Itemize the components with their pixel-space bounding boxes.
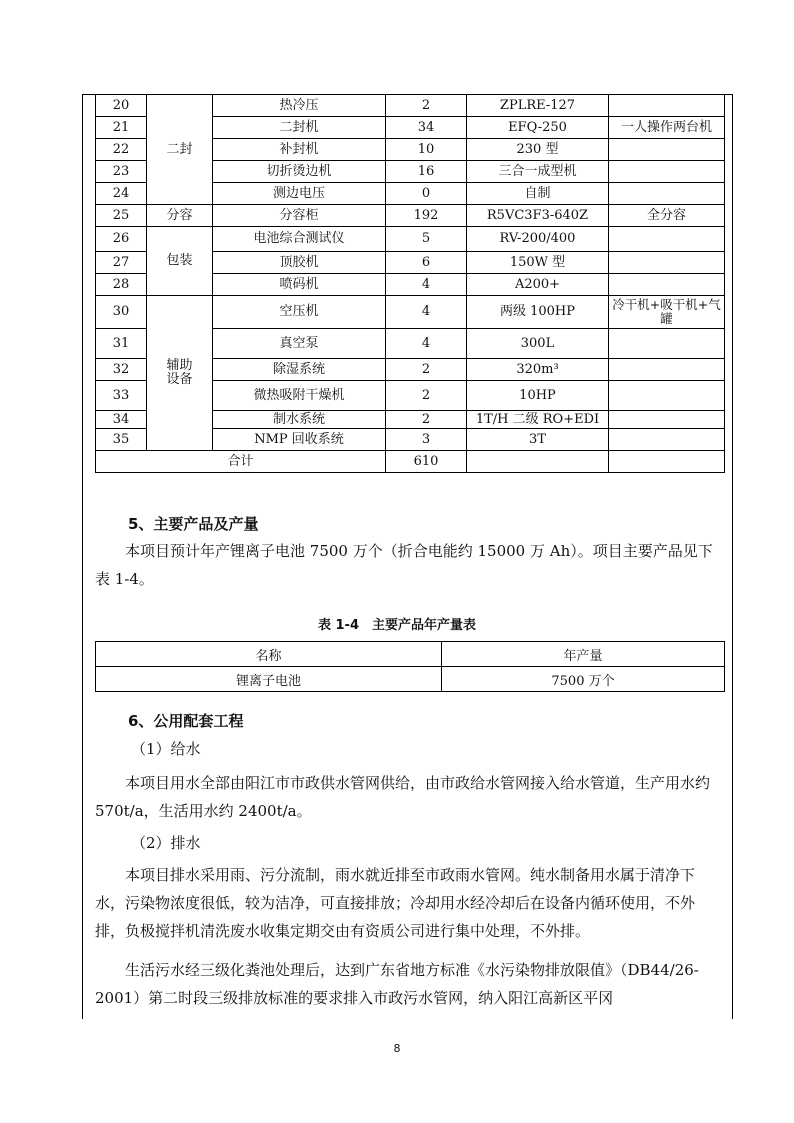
- section-5-paragraph: 本项目预计年产锂离子电池 7500 万个（折合电能约 15000 万 Ah）。项目主要产品见下表 1-4。: [95, 542, 713, 588]
- equipment-name: 除湿系统: [213, 359, 386, 381]
- row-number: 34: [96, 411, 147, 429]
- equipment-quantity: 2: [386, 411, 467, 429]
- row-number: 28: [96, 274, 147, 296]
- product-table-row: [96, 667, 725, 692]
- equipment-quantity: 16: [386, 161, 467, 183]
- process-group: 辅助设备: [147, 296, 213, 451]
- process-group: 包装: [147, 227, 213, 296]
- equipment-row: [96, 95, 725, 117]
- equipment-name: 喷码机: [213, 274, 386, 296]
- equipment-remark: [609, 359, 725, 381]
- header-name: 名称: [96, 642, 442, 667]
- equipment-model: 300L: [467, 329, 609, 359]
- equipment-row: [96, 227, 725, 252]
- table-caption: 表 1-4 主要产品年产量表: [317, 618, 476, 633]
- process-group: 分容: [147, 205, 213, 227]
- product-table-header: [96, 642, 725, 667]
- row-number: 23: [96, 161, 147, 183]
- row-number: 30: [96, 296, 147, 329]
- product-output: 7500 万个: [442, 667, 725, 692]
- equipment-model: R5VC3F3-640Z: [467, 205, 609, 227]
- row-number: 32: [96, 359, 147, 381]
- row-number: 33: [96, 381, 147, 411]
- equipment-quantity: 10: [386, 139, 467, 161]
- equipment-row: [96, 205, 725, 227]
- equipment-remark: [609, 252, 725, 274]
- equipment-quantity: 5: [386, 227, 467, 252]
- equipment-name: 二封机: [213, 117, 386, 139]
- equipment-remark: [609, 429, 725, 451]
- equipment-model: 3T: [467, 429, 609, 451]
- equipment-remark: [609, 95, 725, 117]
- equipment-model: 1T/H 二级 RO+EDI: [467, 411, 609, 429]
- equipment-remark: 冷干机+吸干机+气罐: [609, 296, 725, 329]
- equipment-quantity: 4: [386, 274, 467, 296]
- equipment-model: A200+: [467, 274, 609, 296]
- equipment-table: [95, 94, 725, 473]
- row-number: 26: [96, 227, 147, 252]
- total-label: 合计: [96, 451, 386, 473]
- water-supply-paragraph: 本项目用水全部由阳江市市政供水管网供给，由市政给水管网接入给水管道，生产用水约 570t/a，生活用水约 2400t/a。: [95, 774, 711, 820]
- total-remark-empty: [609, 451, 725, 473]
- total-row: [96, 451, 725, 473]
- section-6-heading: 6、公用配套工程: [128, 712, 244, 730]
- product-name: 锂离子电池: [96, 667, 442, 692]
- equipment-quantity: 192: [386, 205, 467, 227]
- equipment-name: 热冷压: [213, 95, 386, 117]
- equipment-quantity: 2: [386, 95, 467, 117]
- equipment-name: 顶胶机: [213, 252, 386, 274]
- total-model-empty: [467, 451, 609, 473]
- equipment-name: 电池综合测试仪: [213, 227, 386, 252]
- equipment-name: 测边电压: [213, 183, 386, 205]
- section-5-heading: 5、主要产品及产量: [128, 515, 259, 533]
- row-number: 20: [96, 95, 147, 117]
- equipment-row: [96, 296, 725, 329]
- equipment-name: NMP 回收系统: [213, 429, 386, 451]
- equipment-quantity: 34: [386, 117, 467, 139]
- product-table: [95, 641, 725, 692]
- row-number: 31: [96, 329, 147, 359]
- equipment-quantity: 4: [386, 296, 467, 329]
- equipment-model: 320m³: [467, 359, 609, 381]
- equipment-name: 微热吸附干燥机: [213, 381, 386, 411]
- drainage-paragraph: 本项目排水采用雨、污分流制，雨水就近排至市政雨水管网。纯水制备用水属于清净下水，污染物浓度很低，较为洁净，可直接排放；冷却用水经冷却后在设备内循环使用，不外排，负极搅拌机清洗废水收集定期交由有资质公司进行集中处理，不外排。: [95, 866, 696, 940]
- equipment-name: 切折烫边机: [213, 161, 386, 183]
- equipment-remark: [609, 183, 725, 205]
- equipment-name: 制水系统: [213, 411, 386, 429]
- equipment-model: 三合一成型机: [467, 161, 609, 183]
- equipment-remark: [609, 411, 725, 429]
- equipment-quantity: 0: [386, 183, 467, 205]
- row-number: 22: [96, 139, 147, 161]
- header-output: 年产量: [442, 642, 725, 667]
- equipment-remark: [609, 161, 725, 183]
- row-number: 21: [96, 117, 147, 139]
- equipment-quantity: 4: [386, 329, 467, 359]
- process-group: 二封: [147, 95, 213, 205]
- equipment-model: RV-200/400: [467, 227, 609, 252]
- equipment-quantity: 3: [386, 429, 467, 451]
- equipment-model: 150W 型: [467, 252, 609, 274]
- equipment-name: 真空泵: [213, 329, 386, 359]
- equipment-name: 空压机: [213, 296, 386, 329]
- equipment-remark: [609, 274, 725, 296]
- equipment-name: 补封机: [213, 139, 386, 161]
- subsection-water-supply: （1）给水: [131, 740, 201, 758]
- equipment-remark: [609, 329, 725, 359]
- total-quantity: 610: [386, 451, 467, 473]
- row-number: 25: [96, 205, 147, 227]
- row-number: 27: [96, 252, 147, 274]
- equipment-model: 10HP: [467, 381, 609, 411]
- subsection-drainage: （2）排水: [131, 834, 201, 852]
- sewage-paragraph: 生活污水经三级化粪池处理后，达到广东省地方标准《水污染物排放限值》（DB44/26-2001）第二时段三级排放标准的要求排入市政污水管网，纳入阳江高新区平冈: [95, 961, 699, 1007]
- equipment-remark: 一人操作两台机: [609, 117, 725, 139]
- row-number: 24: [96, 183, 147, 205]
- equipment-model: 两级 100HP: [467, 296, 609, 329]
- equipment-remark: 全分容: [609, 205, 725, 227]
- row-number: 35: [96, 429, 147, 451]
- equipment-remark: [609, 227, 725, 252]
- equipment-quantity: 2: [386, 381, 467, 411]
- equipment-name: 分容柜: [213, 205, 386, 227]
- equipment-remark: [609, 381, 725, 411]
- equipment-quantity: 6: [386, 252, 467, 274]
- equipment-quantity: 2: [386, 359, 467, 381]
- equipment-remark: [609, 139, 725, 161]
- equipment-model: ZPLRE-127: [467, 95, 609, 117]
- equipment-model: 230 型: [467, 139, 609, 161]
- page-number: 8: [393, 1042, 401, 1055]
- equipment-model: EFQ-250: [467, 117, 609, 139]
- equipment-model: 自制: [467, 183, 609, 205]
